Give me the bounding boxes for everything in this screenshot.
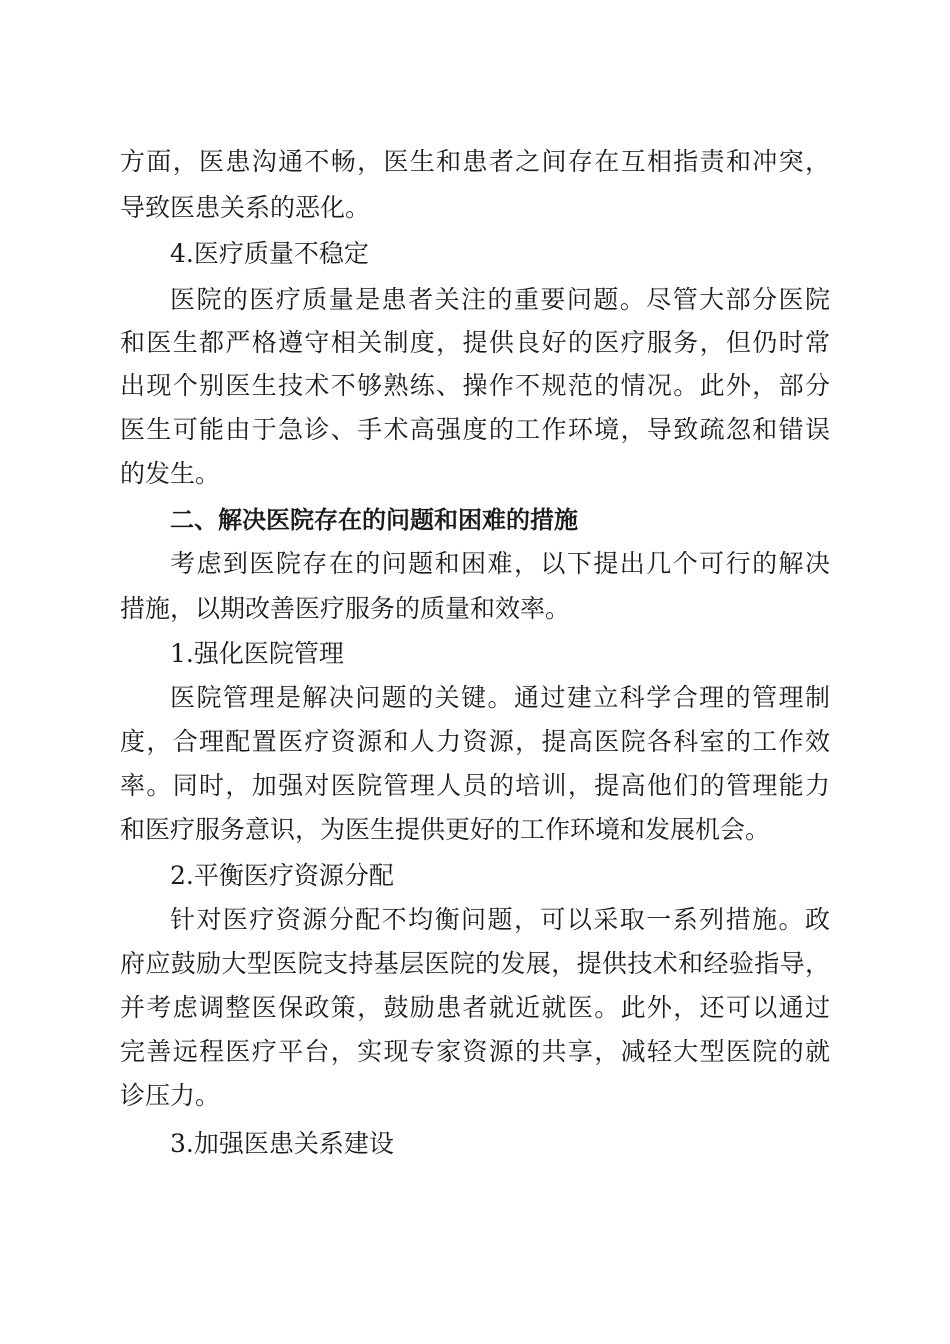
paragraph-line: 医院管理是解决问题的关键。通过建立科学合理的管理制 (170, 683, 830, 712)
section-title: 二、解决医院存在的问题和困难的措施 (170, 506, 578, 534)
paragraph-line: 府应鼓励大型医院支持基层医院的发展，提供技术和经验指导， (120, 949, 830, 978)
paragraph-line: 诊压力。 (120, 1081, 221, 1110)
paragraph-line: 和医疗服务意识，为医生提供更好的工作环境和发展机会。 (120, 815, 771, 844)
paragraph-line: 度，合理配置医疗资源和人力资源，提高医院各科室的工作效 (120, 727, 830, 756)
paragraph-line: 和医生都严格遵守相关制度，提供良好的医疗服务，但仍时常 (120, 328, 830, 357)
paragraph-line: 并考虑调整医保政策，鼓励患者就近就医。此外，还可以通过 (120, 993, 830, 1022)
paragraph-line: 方面，医患沟通不畅，医生和患者之间存在互相指责和冲突， (120, 147, 830, 176)
paragraph-line: 出现个别医生技术不够熟练、操作不规范的情况。此外，部分 (120, 371, 830, 400)
paragraph-line: 率。同时，加强对医院管理人员的培训，提高他们的管理能力 (120, 771, 830, 800)
paragraph-line: 措施，以期改善医疗服务的质量和效率。 (120, 594, 571, 623)
section-heading: 1.强化医院管理 (170, 639, 344, 668)
paragraph-line: 考虑到医院存在的问题和困难，以下提出几个可行的解决 (170, 549, 830, 578)
paragraph-line: 的发生。 (120, 459, 221, 488)
section-heading: 2.平衡医疗资源分配 (170, 861, 394, 890)
paragraph-line: 针对医疗资源分配不均衡问题，可以采取一系列措施。政 (170, 905, 830, 934)
section-heading: 3.加强医患关系建设 (170, 1129, 394, 1158)
paragraph-line: 导致医患关系的恶化。 (120, 193, 371, 222)
section-heading: 4.医疗质量不稳定 (170, 239, 369, 268)
paragraph-line: 医院的医疗质量是患者关注的重要问题。尽管大部分医院 (170, 285, 830, 314)
paragraph-line: 医生可能由于急诊、手术高强度的工作环境，导致疏忽和错误 (120, 415, 830, 444)
paragraph-line: 完善远程医疗平台，实现专家资源的共享，减轻大型医院的就 (120, 1037, 830, 1066)
